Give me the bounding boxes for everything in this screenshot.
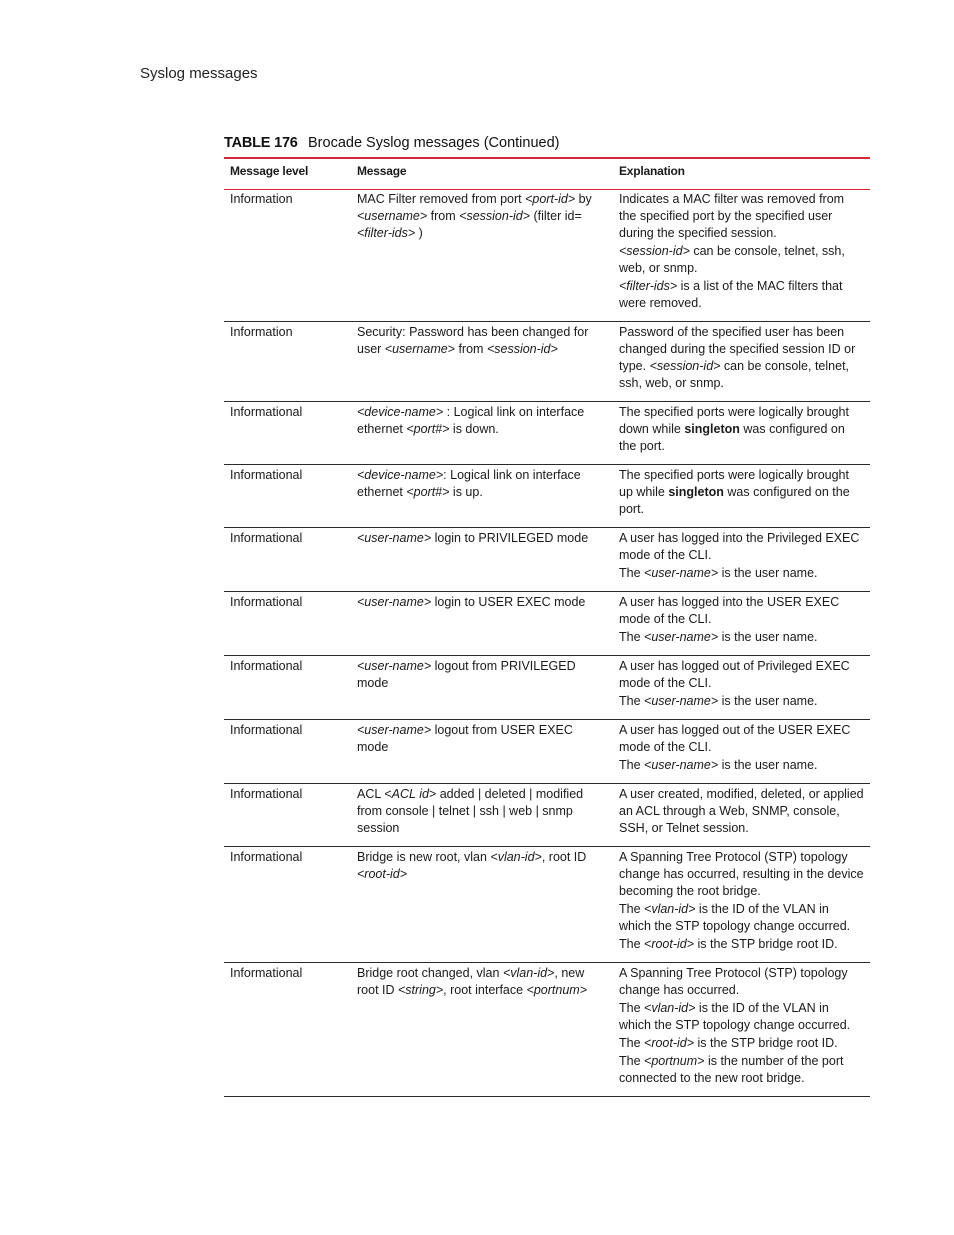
cell-message: [351, 528, 613, 592]
explanation-paragraph: [619, 278, 864, 312]
text-run: <device-name>: [357, 405, 444, 419]
text-run: <username>: [384, 342, 455, 356]
cell-message-level: Informational: [224, 963, 351, 1097]
text-run: The specified ports were logically brought up while: [619, 468, 849, 499]
explanation-paragraph: [619, 1053, 864, 1087]
text-run: ): [415, 226, 423, 240]
text-run: Bridge is new root, vlan: [357, 850, 491, 864]
cell-message: [351, 592, 613, 656]
text-run: <vlan-id>: [644, 1001, 696, 1015]
text-run: singleton: [684, 422, 740, 436]
table-row: [224, 592, 870, 656]
text-run: The: [619, 758, 645, 772]
text-run: is the user name.: [718, 694, 818, 708]
explanation-paragraph: [619, 658, 864, 692]
text-run: is down.: [449, 422, 499, 436]
text-run: The: [619, 566, 645, 580]
cell-explanation: [613, 322, 870, 402]
explanation-paragraph: [619, 594, 864, 628]
table-row: [224, 784, 870, 847]
cell-message-level: Informational: [224, 656, 351, 720]
explanation-paragraph: [619, 243, 864, 277]
text-run: > added | deleted | modified from console | telnet | ssh | web | snmp session: [357, 787, 584, 835]
text-run: A user has logged out of Privileged EXEC mode of the CLI.: [619, 659, 850, 690]
text-run: is the user name.: [718, 758, 818, 772]
cell-explanation: [613, 656, 870, 720]
table-row: [224, 847, 870, 963]
cell-message: [351, 402, 613, 465]
cell-explanation: [613, 465, 870, 528]
explanation-paragraph: [619, 467, 864, 518]
text-run: logout from PRIVILEGED mode: [357, 659, 576, 690]
explanation-paragraph: [619, 901, 864, 935]
cell-explanation: [613, 190, 870, 322]
text-run: A user has logged into the Privileged EXEC mode of the CLI.: [619, 531, 860, 562]
text-run: <portnum>: [526, 983, 588, 997]
running-header: Syslog messages: [140, 65, 258, 82]
cell-explanation: [613, 402, 870, 465]
table-row: [224, 465, 870, 528]
text-run: (filter id=: [530, 209, 582, 223]
cell-message-level: Information: [224, 190, 351, 322]
cell-message-level: Informational: [224, 720, 351, 784]
text-run: <vlan-id>: [490, 850, 542, 864]
explanation-paragraph: [619, 1000, 864, 1034]
text-run: <root-id>: [644, 1036, 695, 1050]
text-run: by: [575, 192, 592, 206]
cell-explanation: [613, 963, 870, 1097]
column-header-message: Message: [351, 158, 613, 190]
table-caption: [224, 135, 559, 151]
explanation-paragraph: [619, 693, 864, 710]
explanation-paragraph: [619, 530, 864, 564]
cell-message-level: Informational: [224, 528, 351, 592]
text-run: was configured on the port.: [619, 422, 845, 453]
text-run: is the user name.: [718, 566, 818, 580]
text-run: <session-id>: [619, 244, 690, 258]
table-row: [224, 402, 870, 465]
text-run: from: [454, 342, 487, 356]
text-run: login to PRIVILEGED mode: [431, 531, 589, 545]
column-header-explanation: Explanation: [613, 158, 870, 190]
text-run: <session-id>: [649, 359, 721, 373]
cell-message: [351, 322, 613, 402]
text-run: <user-name>: [644, 566, 719, 580]
cell-explanation: [613, 592, 870, 656]
cell-message: [351, 720, 613, 784]
text-run: <user-name>: [357, 595, 432, 609]
cell-message: [351, 784, 613, 847]
text-run: A Spanning Tree Protocol (STP) topology change has occurred.: [619, 966, 848, 997]
text-run: <user-name>: [644, 630, 719, 644]
table-row: [224, 190, 870, 322]
cell-message-level: Informational: [224, 465, 351, 528]
text-run: Password of the specified user has been changed during the specified session ID or type.: [619, 325, 856, 373]
explanation-paragraph: [619, 757, 864, 774]
table-row: [224, 720, 870, 784]
text-run: Security: Password has been changed for user: [357, 325, 589, 356]
table-header-row: [224, 158, 870, 190]
text-run: is a list of the MAC filters that were removed.: [619, 279, 843, 310]
explanation-paragraph: [619, 629, 864, 646]
explanation-paragraph: [619, 965, 864, 999]
text-run: <session-id>: [486, 342, 558, 356]
text-run: is the STP bridge root ID.: [694, 937, 838, 951]
text-run: <vlan-id>: [644, 902, 696, 916]
text-run: <port#>: [406, 485, 450, 499]
cell-message: [351, 190, 613, 322]
text-run: <root-id>: [644, 937, 695, 951]
text-run: was configured on the port.: [619, 485, 850, 516]
table-row: [224, 528, 870, 592]
text-run: <user-name>: [357, 723, 432, 737]
text-run: Indicates a MAC filter was removed from the specified port by the specified user during the specified session.: [619, 192, 845, 240]
text-run: ACL <: [357, 787, 392, 801]
explanation-paragraph: [619, 786, 864, 837]
text-run: A user has logged into the USER EXEC mode of the CLI.: [619, 595, 840, 626]
explanation-paragraph: [619, 1035, 864, 1052]
text-run: <device-name>: [357, 468, 444, 482]
text-run: A Spanning Tree Protocol (STP) topology change has occurred, resulting in the device becoming the root bridge.: [619, 850, 864, 898]
explanation-paragraph: [619, 936, 864, 953]
cell-message: [351, 847, 613, 963]
text-run: A user created, modified, deleted, or applied an ACL through a Web, SNMP, console, SSH, or Telnet session.: [619, 787, 864, 835]
text-run: MAC Filter removed from port: [357, 192, 526, 206]
explanation-paragraph: [619, 404, 864, 455]
text-run: <user-name>: [357, 659, 432, 673]
text-run: <string>: [398, 983, 444, 997]
column-header-message-level: Message level: [224, 158, 351, 190]
text-run: The: [619, 1036, 645, 1050]
cell-message-level: Information: [224, 322, 351, 402]
cell-explanation: [613, 528, 870, 592]
text-run: <session-id>: [459, 209, 531, 223]
text-run: The: [619, 630, 645, 644]
text-run: is up.: [449, 485, 483, 499]
text-run: logout from USER EXEC mode: [357, 723, 573, 754]
text-run: is the number of the port connected to the new root bridge.: [619, 1054, 844, 1085]
cell-explanation: [613, 784, 870, 847]
cell-message-level: Informational: [224, 592, 351, 656]
table-row: [224, 963, 870, 1097]
text-run: , root interface: [443, 983, 527, 997]
table-row: [224, 322, 870, 402]
table-title: Brocade Syslog messages (Continued): [308, 135, 560, 151]
text-run: , new root ID: [357, 966, 585, 997]
text-run: <user-name>: [644, 694, 719, 708]
explanation-paragraph: [619, 565, 864, 582]
cell-message: [351, 656, 613, 720]
text-run: is the ID of the VLAN in which the STP topology change occurred.: [619, 902, 851, 933]
text-run: is the ID of the VLAN in which the STP topology change occurred.: [619, 1001, 851, 1032]
table-number: TABLE 176: [224, 135, 298, 151]
cell-message-level: Informational: [224, 784, 351, 847]
text-run: <filter-ids>: [619, 279, 678, 293]
text-run: : Logical link on interface ethernet: [357, 405, 585, 436]
text-run: The: [619, 902, 645, 916]
text-run: The specified ports were logically brought down while: [619, 405, 849, 436]
text-run: The: [619, 694, 645, 708]
text-run: singleton: [668, 485, 724, 499]
text-run: can be console, telnet, ssh, web, or snmp.: [619, 244, 845, 275]
text-run: The: [619, 1001, 645, 1015]
text-run: <vlan-id>: [502, 966, 555, 980]
text-run: The: [619, 1054, 645, 1068]
text-run: <user-name>: [644, 758, 719, 772]
text-run: A user has logged out of the USER EXEC mode of the CLI.: [619, 723, 851, 754]
cell-message: [351, 963, 613, 1097]
table-body: [224, 190, 870, 1097]
syslog-messages-table: [224, 157, 870, 1097]
text-run: The: [619, 937, 645, 951]
text-run: <username>: [357, 209, 428, 223]
cell-message: [351, 465, 613, 528]
text-run: <port-id>: [525, 192, 576, 206]
text-run: is the user name.: [718, 630, 818, 644]
explanation-paragraph: [619, 722, 864, 756]
cell-explanation: [613, 847, 870, 963]
text-run: can be console, telnet, ssh, web, or snmp.: [619, 359, 850, 390]
text-run: is the STP bridge root ID.: [694, 1036, 838, 1050]
cell-message-level: Informational: [224, 847, 351, 963]
table-row: [224, 656, 870, 720]
text-run: <port#>: [406, 422, 450, 436]
text-run: , root ID: [541, 850, 587, 864]
text-run: <root-id>: [357, 867, 408, 881]
text-run: login to USER EXEC mode: [431, 595, 586, 609]
explanation-paragraph: [619, 849, 864, 900]
text-run: : Logical link on interface ethernet: [357, 468, 581, 499]
text-run: <portnum>: [644, 1054, 705, 1068]
text-run: <filter-ids>: [357, 226, 416, 240]
explanation-paragraph: [619, 324, 864, 392]
explanation-paragraph: [619, 191, 864, 242]
text-run: <user-name>: [357, 531, 432, 545]
cell-explanation: [613, 720, 870, 784]
text-run: Bridge root changed, vlan: [357, 966, 503, 980]
cell-message-level: Informational: [224, 402, 351, 465]
text-run: ACL id: [391, 787, 429, 801]
text-run: from: [427, 209, 460, 223]
